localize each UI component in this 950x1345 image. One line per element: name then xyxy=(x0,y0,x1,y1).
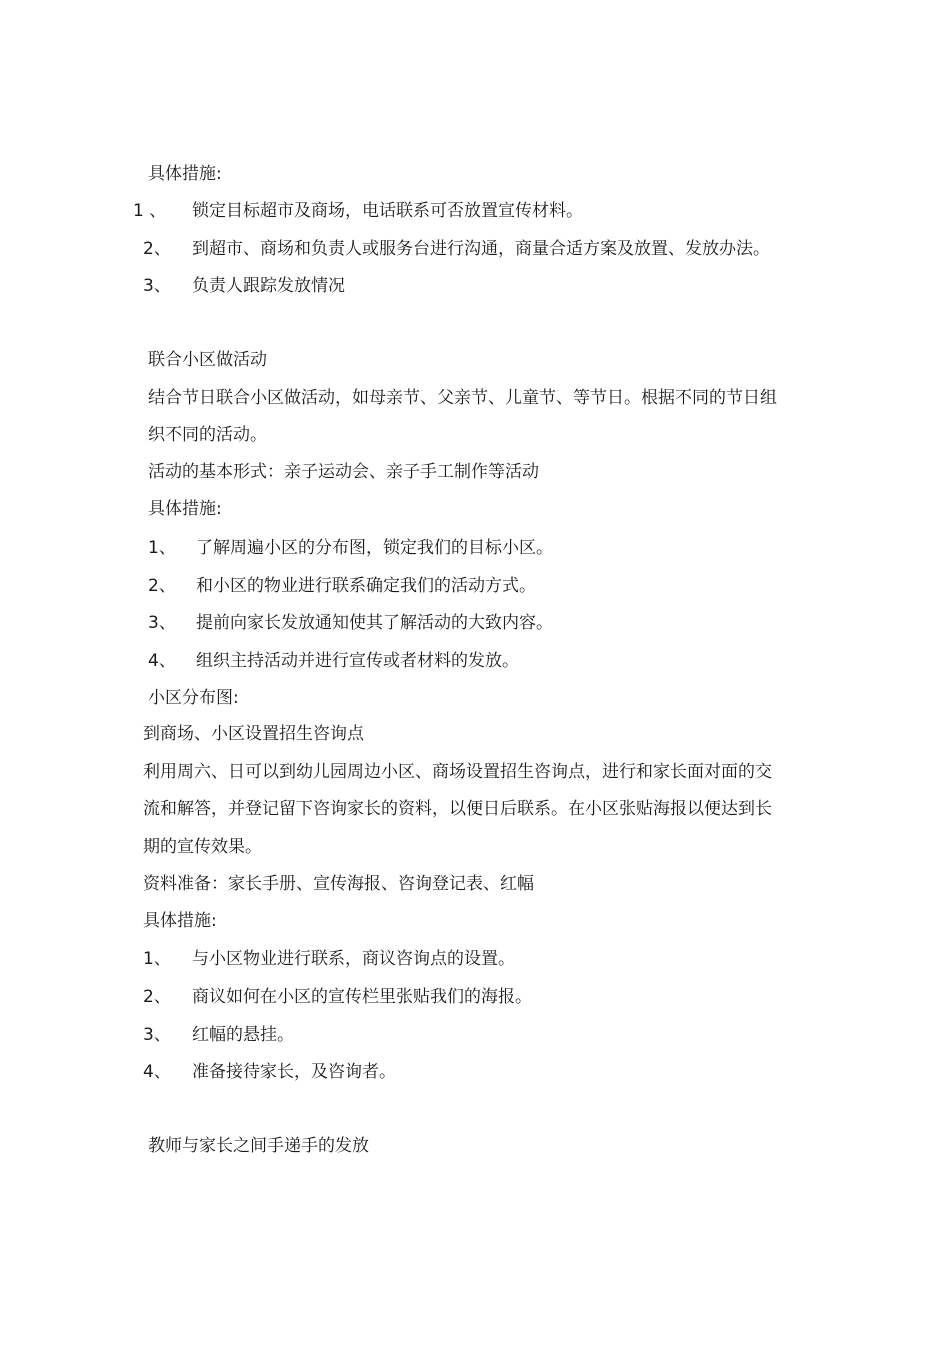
list-item: 到超市、商场和负责人或服务台进行沟通，商量合适方案及放置、发放办法。 xyxy=(192,239,770,259)
list-item: 准备接待家长，及咨询者。 xyxy=(192,1062,396,1082)
list-item: 商议如何在小区的宣传栏里张贴我们的海报。 xyxy=(192,987,532,1007)
paragraph-line: 利用周六、日可以到幼儿园周边小区、商场设置招生咨询点，进行和家长面对面的交 xyxy=(143,762,772,782)
list-item: 了解周遍小区的分布图，锁定我们的目标小区。 xyxy=(196,538,553,558)
section-title-community-activity: 联合小区做活动 xyxy=(148,350,267,370)
measures-heading-3: 具体措施: xyxy=(143,911,217,931)
paragraph-line: 结合节日联合小区做活动，如母亲节、父亲节、儿童节、等节日。根据不同的节日组 xyxy=(148,388,777,408)
list-number: 1 、 xyxy=(133,201,167,221)
list-number: 1、 xyxy=(143,949,171,969)
list-number: 4、 xyxy=(148,651,176,671)
paragraph-line: 流和解答，并登记留下咨询家长的资料，以便日后联系。在小区张贴海报以便达到长 xyxy=(143,799,772,819)
list-item: 与小区物业进行联系，商议咨询点的设置。 xyxy=(192,949,515,969)
list-number: 2、 xyxy=(143,239,171,259)
list-number: 2、 xyxy=(143,987,171,1007)
paragraph-line: 织不同的活动。 xyxy=(148,425,267,445)
list-number: 3、 xyxy=(143,1025,171,1045)
list-item: 和小区的物业进行联系确定我们的活动方式。 xyxy=(196,576,536,596)
list-number: 3、 xyxy=(148,613,176,633)
list-item: 组织主持活动并进行宣传或者材料的发放。 xyxy=(196,651,519,671)
paragraph-line: 期的宣传效果。 xyxy=(143,837,262,857)
list-item: 红幅的悬挂。 xyxy=(192,1025,294,1045)
section-title-handout: 教师与家长之间手递手的发放 xyxy=(148,1136,369,1156)
list-item: 负责人跟踪发放情况 xyxy=(192,276,345,296)
measures-heading-1: 具体措施: xyxy=(148,164,222,184)
list-number: 3、 xyxy=(143,276,171,296)
list-number: 2、 xyxy=(148,576,176,596)
list-item: 提前向家长发放通知使其了解活动的大致内容。 xyxy=(196,613,553,633)
measures-heading-2: 具体措施: xyxy=(148,499,222,519)
activity-form-text: 活动的基本形式：亲子运动会、亲子手工制作等活动 xyxy=(148,462,539,482)
materials-text: 资料准备：家长手册、宣传海报、咨询登记表、红幅 xyxy=(143,874,534,894)
list-number: 4、 xyxy=(143,1062,171,1082)
map-label: 小区分布图: xyxy=(148,688,239,708)
list-number: 1、 xyxy=(148,538,176,558)
section-title-consult-point: 到商场、小区设置招生咨询点 xyxy=(143,724,364,744)
list-item: 锁定目标超市及商场，电话联系可否放置宣传材料。 xyxy=(192,201,583,221)
